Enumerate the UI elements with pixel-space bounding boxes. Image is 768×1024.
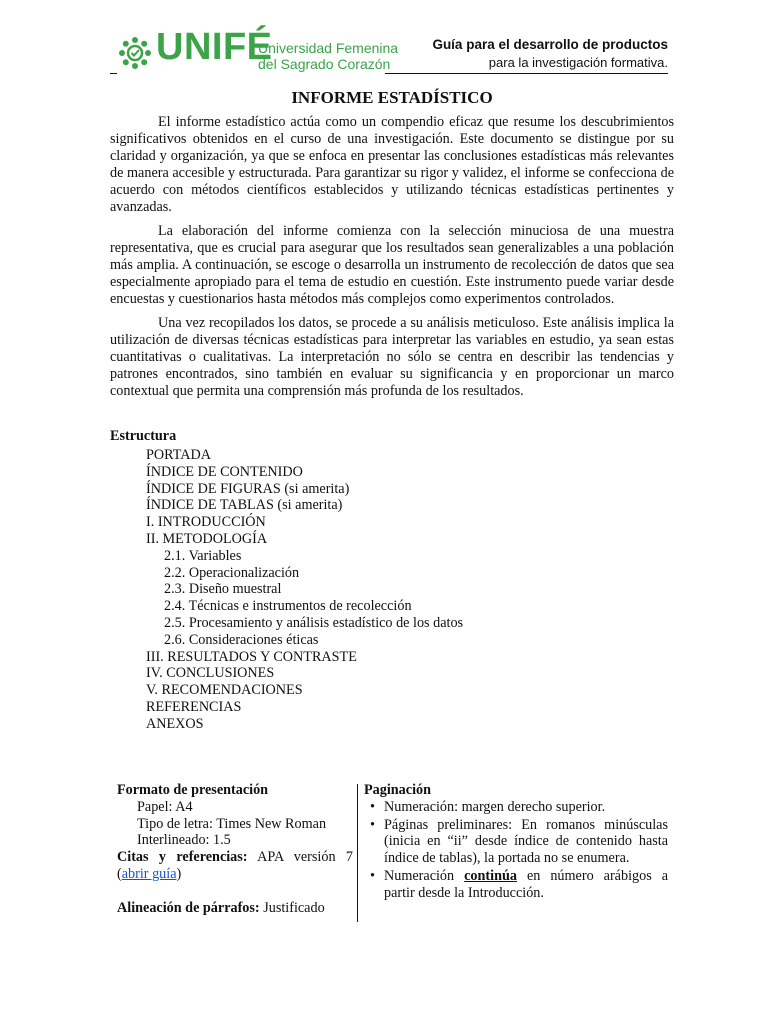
paragraph: Una vez recopilados los datos, se procede a su análisis meticuloso. Este análisis implica la utilización de diversas técnicas estadísticas para interpretar las variables en estudio, ya sean estas cuantitativas o cualitativas. La interpretación no sólo se centra en describir las tendencias y patrones encontrados, sino también en evaluar su significancia y en proporcionar un marco contextual que permita una comprensión más profunda de los resultados. (110, 315, 674, 399)
citations-label: Citas y referencias: (117, 849, 248, 866)
format-heading: Formato de presentación (117, 782, 269, 798)
document-body (110, 88, 674, 733)
format-paper: Papel: A4 (137, 798, 193, 815)
structure-subitem: 2.6. Consideraciones éticas (164, 631, 319, 648)
structure-item: III. RESULTADOS Y CONTRASTE (146, 648, 357, 665)
structure-subitem: 2.5. Procesamiento y análisis estadístico de los datos (164, 614, 464, 631)
pagination-item3-start: Numeración (384, 867, 465, 884)
header-rule-right (385, 73, 668, 74)
pagination-item (364, 868, 668, 902)
alignment-value: Justificado (259, 899, 325, 916)
unife-logo-icon (118, 36, 152, 70)
header-rule-left (110, 73, 117, 74)
pagination-item: • Numeración: margen derecho superior. (364, 799, 668, 816)
structure-item: V. RECOMENDACIONES (146, 682, 303, 699)
format-spacing: Interlineado: 1.5 (137, 832, 231, 849)
citations-value: APA versión 7 (247, 849, 353, 866)
pagination-item3-emphasis: continúa (464, 867, 517, 884)
brand-name: UNIFÉ (156, 26, 273, 68)
guide-subtitle: para la investigación formativa. (488, 55, 668, 70)
close-paren: ) (176, 865, 182, 882)
column-divider (357, 784, 358, 922)
pagination-heading: Paginación (364, 782, 432, 798)
structure-heading: Estructura (110, 428, 177, 444)
format-pagination-box (110, 782, 674, 922)
structure-subitem: 2.1. Variables (164, 547, 242, 564)
document-title: INFORME ESTADÍSTICO (291, 88, 493, 107)
alignment-label: Alineación de párrafos: (117, 899, 260, 916)
structure-item: ÍNDICE DE TABLAS (si amerita) (146, 497, 343, 514)
paragraph: El informe estadístico actúa como un compendio eficaz que resume los descubrimientos significativos obtenidos en el curso de una investigación. Este documento se distingue por su claridad y organización, ya que se enfoca en presentar las conclusiones estadísticas más relevantes de manera accesible y estructurada. Para garantizar su rigor y validez, el informe se confecciona de acuerdo con métodos científicos establecidos y utilizando técnicas estadísticas pertinentes y avanzadas. (110, 114, 674, 215)
university-name-line2: del Sagrado Corazón (258, 56, 391, 72)
structure-item: REFERENCIAS (146, 698, 242, 715)
open-paren: ( (117, 865, 122, 882)
structure-subitem: 2.2. Operacionalización (164, 564, 300, 581)
format-column (117, 782, 353, 917)
page-header (0, 0, 768, 80)
structure-subitem: 2.3. Diseño muestral (164, 581, 282, 598)
university-name (258, 40, 398, 72)
citations-line (117, 849, 353, 883)
alignment-line (117, 900, 353, 917)
structure-item: II. METODOLOGÍA (146, 530, 268, 547)
structure-subitem: 2.4. Técnicas e instrumentos de recolección (164, 598, 412, 615)
pagination-list (364, 799, 668, 902)
paragraph: La elaboración del informe comienza con la selección minuciosa de una muestra representativa, que es crucial para asegurar que los resultados sean generalizables a una población más amplia. A continuación, se escoge o desarrolla un instrumento de recolección de datos que sea especialmente apropiado para el tema de estudio en cuestión. Este instrumento puede variar desde encuestas y cuestionarios hasta métodos más complejos como experimentos controlados. (110, 223, 674, 307)
guide-title: Guía para el desarrollo de productos (432, 37, 668, 52)
structure-item: I. INTRODUCCIÓN (146, 514, 266, 531)
structure-item: ANEXOS (146, 715, 204, 732)
pagination-item: • Páginas preliminares: En romanos minúsculas (inicia en “ii” desde índice de contenido hasta índice de tablas), la portada no se enumera. (364, 817, 668, 867)
pagination-item3-end: en número arábigos a partir desde la Introducción. (384, 867, 669, 901)
structure-item: ÍNDICE DE CONTENIDO (146, 463, 303, 480)
structure-item: IV. CONCLUSIONES (146, 665, 275, 682)
structure-list (110, 447, 674, 733)
format-font: Tipo de letra: Times New Roman (137, 815, 327, 832)
structure-item: PORTADA (146, 447, 212, 463)
structure-item: ÍNDICE DE FIGURAS (si amerita) (146, 480, 350, 497)
open-guide-link[interactable]: abrir guía (121, 865, 177, 882)
university-name-line1: Universidad Femenina (258, 40, 399, 56)
pagination-column (364, 782, 668, 903)
